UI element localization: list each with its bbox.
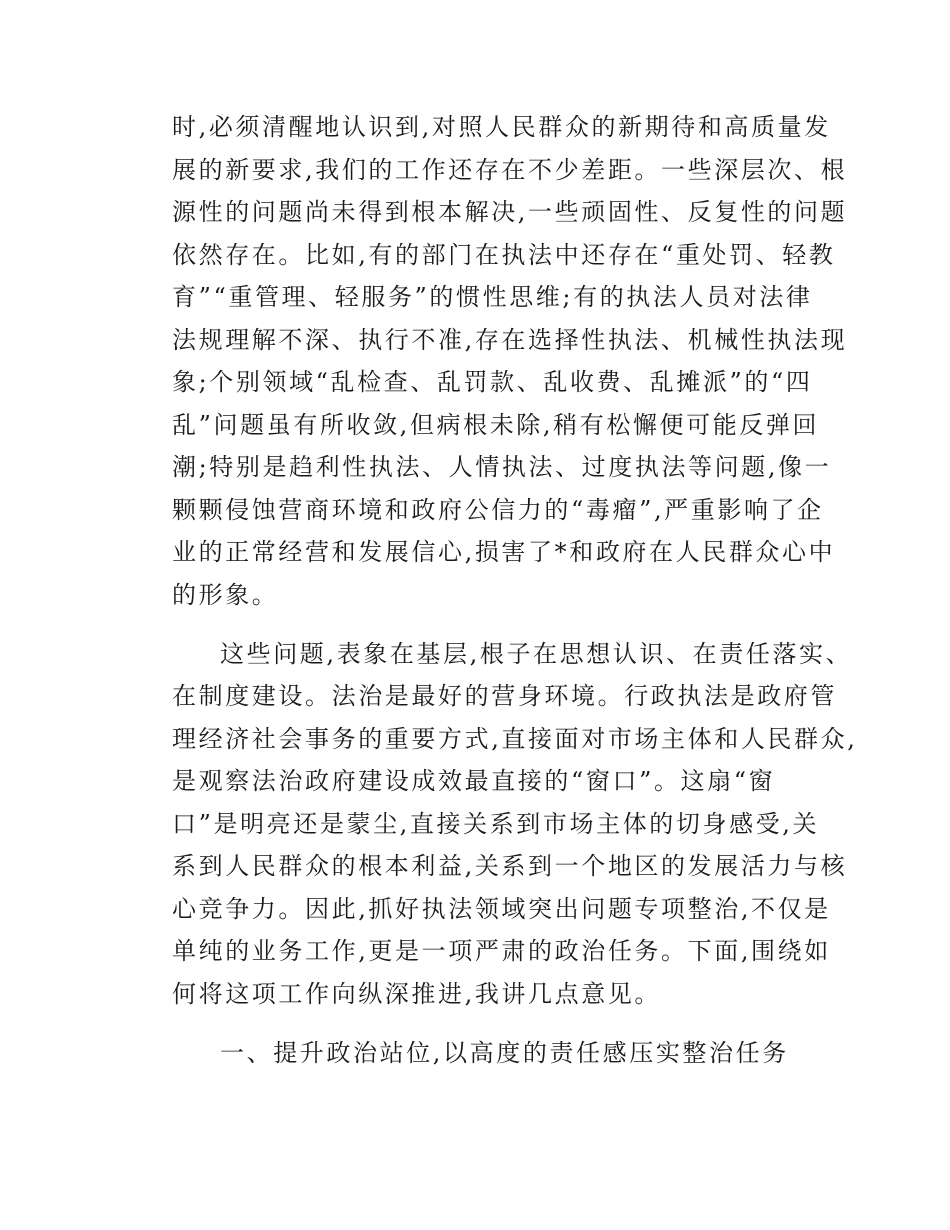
paragraph-2-line-5: 口”是明亮还是蒙尘,直接关系到市场主体的切身感受,关 — [172, 810, 820, 838]
section-heading: 一、提升政治站位,以高度的责任感压实整治任务 — [220, 1039, 789, 1067]
paragraph-2-line-6: 系到人民群众的根本利益,关系到一个地区的发展活力与核 — [172, 852, 848, 880]
paragraph-1-line-5: 育”“重管理、轻服务”的惯性思维;有的执法人员对法律 — [172, 283, 813, 311]
paragraph-2-line-8: 单纯的业务工作,更是一项严肃的政治任务。下面,围绕如 — [172, 937, 831, 965]
paragraph-1-line-4: 依然存在。比如,有的部门在执法中还存在“重处罚、轻教 — [172, 241, 836, 269]
paragraph-2-line-4: 是观察法治政府建设成效最直接的“窗口”。这扇“窗 — [172, 767, 776, 795]
paragraph-1-line-8: 乱”问题虽有所收敛,但病根未除,稍有松懈便可能反弹回 — [172, 411, 820, 439]
paragraph-1-line-11: 业的正常经营和发展信心,损害了*和政府在人民群众心中 — [172, 538, 836, 566]
paragraph-1-line-12: 的形象。 — [172, 581, 279, 609]
paragraph-1-line-3: 源性的问题尚未得到根本解决,一些顽固性、反复性的问题 — [172, 198, 848, 226]
paragraph-1-line-7: 象;个别领域“乱检查、乱罚款、乱收费、乱摊派”的“四 — [172, 368, 813, 396]
paragraph-2-line-9: 何将这项工作向纵深推进,我讲几点意见。 — [172, 980, 662, 1008]
paragraph-2-line-7: 心竞争力。因此,抓好执法领域突出问题专项整治,不仅是 — [172, 895, 831, 923]
paragraph-1-line-1: 时,必须清醒地认识到,对照人民群众的新期待和高质量发 — [172, 113, 831, 141]
paragraph-1-line-2: 展的新要求,我们的工作还存在不少差距。一些深层次、根 — [172, 156, 848, 184]
paragraph-2-line-2: 在制度建设。法治是最好的营身环境。行政执法是政府管 — [172, 682, 837, 710]
paragraph-2-line-3: 理经济社会事务的重要方式,直接面对市场主体和人民群众, — [172, 725, 858, 753]
paragraph-2-line-1: 这些问题,表象在基层,根子在思想认识、在责任落实、 — [220, 640, 853, 668]
paragraph-1-line-6: 法规理解不深、执行不准,存在选择性执法、机械性执法现 — [172, 326, 848, 354]
paragraph-1-line-9: 潮;特别是趋利性执法、人情执法、过度执法等问题,像一 — [172, 453, 832, 481]
paragraph-1-line-10: 颗颗侵蚀营商环境和政府公信力的“毒瘤”,严重影响了企 — [172, 496, 824, 524]
